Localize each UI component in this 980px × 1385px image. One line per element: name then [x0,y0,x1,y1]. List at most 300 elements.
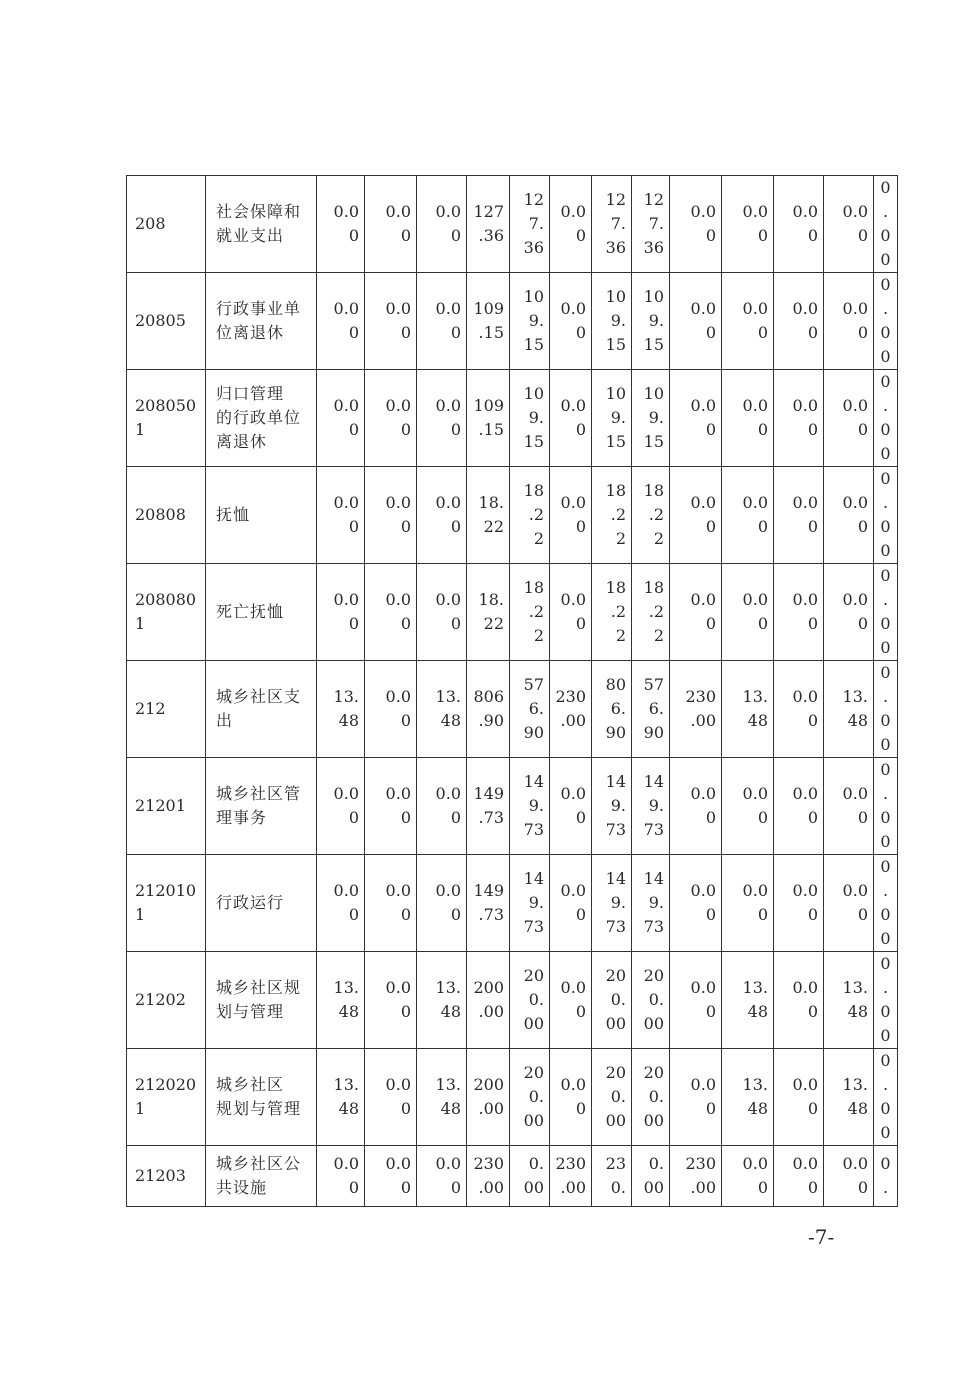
value-cell [774,661,824,758]
cell-value: 149 .73 [473,784,504,827]
cell-value: 0.0 0 [742,396,768,439]
value-cell [722,273,774,370]
cell-value: 10 9. 15 [643,384,664,451]
value-cell [550,952,592,1049]
value-cell [670,467,722,564]
row-code: 208050 1 [135,396,197,439]
row-code: 212020 1 [135,1075,197,1118]
cell-value: 0.0 0 [333,1154,359,1197]
cell-value: 0.0 0 [842,299,868,342]
row-name: 城乡社区公 共设施 [216,1154,302,1197]
cell-value: 0.0 0 [435,493,461,536]
row-name-cell [206,855,317,952]
cell-value: 10 9. 15 [605,287,626,354]
cell-value: 13. 48 [842,1075,868,1118]
cell-value: 0.0 0 [690,1075,716,1118]
cell-value: 0 . 0 0 [880,1051,891,1142]
row-code: 21203 [135,1166,186,1185]
cell-value: 13. 48 [333,978,359,1021]
cell-value: 0.0 0 [792,590,818,633]
cell-value: 0.0 0 [742,881,768,924]
cell-value: 0.0 0 [690,784,716,827]
cell-value: 0 . 0 0 [880,178,891,269]
cell-value: 0.0 0 [435,1154,461,1197]
cell-value: 13. 48 [842,687,868,730]
cell-value: 20 0. 00 [643,1063,664,1130]
table-row [127,176,898,273]
cell-value: 0 . 0 0 [880,275,891,366]
cell-value: 0.0 0 [842,590,868,633]
row-name: 城乡社区规 划与管理 [216,978,302,1021]
value-cell [510,564,550,661]
cell-value: 13. 48 [742,1075,768,1118]
value-cell [417,467,467,564]
cell-value: 57 6. 90 [523,675,544,742]
value-cell [417,1146,467,1207]
value-cell [874,467,898,564]
value-cell [670,564,722,661]
value-cell [467,564,510,661]
cell-value: 20 0. 00 [605,966,626,1033]
value-cell [632,952,670,1049]
value-cell [722,467,774,564]
cell-value: 0.0 0 [333,493,359,536]
cell-value: 0.0 0 [742,784,768,827]
value-cell [774,1146,824,1207]
cell-value: 18. 22 [478,590,504,633]
value-cell [467,1049,510,1146]
cell-value: 14 9. 73 [605,772,626,839]
cell-value: 0.0 0 [842,881,868,924]
value-cell [317,370,365,467]
value-cell [722,564,774,661]
value-cell [317,855,365,952]
value-cell [510,758,550,855]
cell-value: 14 9. 73 [523,772,544,839]
value-cell [632,855,670,952]
row-code: 21201 [135,796,186,815]
cell-value: 0.0 0 [333,299,359,342]
table-row [127,855,898,952]
cell-value: 20 0. 00 [643,966,664,1033]
cell-value: 10 9. 15 [643,287,664,354]
cell-value: 0 . 0 0 [880,372,891,463]
table-body [127,176,898,1207]
value-cell [317,1049,365,1146]
value-cell [722,176,774,273]
value-cell [510,952,550,1049]
cell-value: 0.0 0 [560,299,586,342]
cell-value: 0.0 0 [742,202,768,245]
cell-value: 0.0 0 [842,396,868,439]
cell-value: 0.0 0 [792,881,818,924]
value-cell [824,855,874,952]
value-cell [467,370,510,467]
cell-value: 0.0 0 [333,590,359,633]
cell-value: 20 0. 00 [523,1063,544,1130]
value-cell [592,661,632,758]
value-cell [722,1049,774,1146]
value-cell [417,370,467,467]
value-cell [365,952,417,1049]
cell-value: 18 .2 2 [643,481,664,548]
cell-value: 18 .2 2 [643,578,664,645]
value-cell [365,661,417,758]
cell-value: 0.0 0 [333,202,359,245]
value-cell [824,661,874,758]
value-cell [824,564,874,661]
cell-value: 0.0 0 [385,1154,411,1197]
value-cell [467,467,510,564]
cell-value: 12 7. 36 [523,190,544,257]
cell-value: 10 9. 15 [523,384,544,451]
value-cell [874,1146,898,1207]
value-cell [824,273,874,370]
value-cell [365,1049,417,1146]
value-cell [467,952,510,1049]
value-cell [670,1049,722,1146]
value-cell [550,1146,592,1207]
row-name-cell [206,564,317,661]
cell-value: 0.0 0 [842,493,868,536]
cell-value: 200 .00 [473,978,504,1021]
value-cell [317,273,365,370]
value-cell [365,1146,417,1207]
value-cell [365,758,417,855]
cell-value: 0.0 0 [560,784,586,827]
value-cell [824,176,874,273]
value-cell [722,952,774,1049]
value-cell [550,564,592,661]
value-cell [317,564,365,661]
value-cell [510,661,550,758]
cell-value: 13. 48 [435,1075,461,1118]
table-row [127,1146,898,1207]
cell-value: 0.0 0 [385,396,411,439]
value-cell [510,370,550,467]
value-cell [632,758,670,855]
value-cell [317,661,365,758]
cell-value: 0.0 0 [385,202,411,245]
cell-value: 13. 48 [333,1075,359,1118]
cell-value: 230 .00 [473,1154,504,1197]
cell-value: 12 7. 36 [643,190,664,257]
value-cell [592,952,632,1049]
cell-value: 0.0 0 [560,202,586,245]
row-code-cell [127,1146,206,1207]
value-cell [722,661,774,758]
value-cell [874,952,898,1049]
value-cell [874,176,898,273]
cell-value: 0.0 0 [385,299,411,342]
row-name-cell [206,273,317,370]
cell-value: 57 6. 90 [643,675,664,742]
value-cell [592,273,632,370]
value-cell [874,758,898,855]
row-code-cell [127,855,206,952]
cell-value: 0.0 0 [690,202,716,245]
cell-value: 10 9. 15 [605,384,626,451]
row-name-cell [206,952,317,1049]
cell-value: 14 9. 73 [523,869,544,936]
table-row [127,564,898,661]
row-code: 21202 [135,990,186,1009]
value-cell [824,1049,874,1146]
value-cell [550,176,592,273]
value-cell [550,370,592,467]
row-name-cell [206,1049,317,1146]
value-cell [874,1049,898,1146]
cell-value: 13. 48 [842,978,868,1021]
value-cell [510,467,550,564]
value-cell [670,176,722,273]
row-name-cell [206,661,317,758]
value-cell [467,273,510,370]
cell-value: 0.0 0 [792,493,818,536]
cell-value: 0 . 0 0 [880,663,891,754]
value-cell [824,467,874,564]
value-cell [467,1146,510,1207]
cell-value: 0.0 0 [435,590,461,633]
value-cell [722,370,774,467]
value-cell [550,273,592,370]
cell-value: 0.0 0 [690,299,716,342]
cell-value: 80 6. 90 [605,675,626,742]
cell-value: 109 .15 [473,396,504,439]
value-cell [670,758,722,855]
value-cell [510,855,550,952]
table-row [127,661,898,758]
value-cell [774,467,824,564]
cell-value: 149 .73 [473,881,504,924]
cell-value: 14 9. 73 [643,869,664,936]
cell-value: 0.0 0 [792,978,818,1021]
cell-value: 0.0 0 [333,881,359,924]
row-code-cell [127,370,206,467]
cell-value: 0.0 0 [742,493,768,536]
value-cell [510,273,550,370]
value-cell [510,176,550,273]
value-cell [592,1146,632,1207]
cell-value: 0.0 0 [690,396,716,439]
value-cell [317,467,365,564]
cell-value: 127 .36 [473,202,504,245]
value-cell [592,467,632,564]
cell-value: 0.0 0 [842,784,868,827]
value-cell [874,370,898,467]
value-cell [722,758,774,855]
cell-value: 0.0 0 [742,299,768,342]
value-cell [774,758,824,855]
value-cell [774,176,824,273]
cell-value: 0.0 0 [792,1154,818,1197]
value-cell [592,564,632,661]
value-cell [632,1049,670,1146]
cell-value: 0.0 0 [435,299,461,342]
table-row [127,273,898,370]
cell-value: 18 .2 2 [523,578,544,645]
row-code: 208 [135,214,166,233]
cell-value: 18 .2 2 [605,481,626,548]
cell-value: 0.0 0 [385,687,411,730]
cell-value: 13. 48 [435,978,461,1021]
page-number: -7- [808,1225,835,1249]
cell-value: 0 . [880,1154,891,1197]
cell-value: 0.0 0 [560,881,586,924]
cell-value: 0.0 0 [385,978,411,1021]
cell-value: 0. 00 [643,1154,664,1197]
cell-value: 0.0 0 [435,784,461,827]
cell-value: 0.0 0 [385,881,411,924]
row-code-cell [127,1049,206,1146]
row-name-cell [206,758,317,855]
value-cell [317,952,365,1049]
cell-value: 0.0 0 [385,1075,411,1118]
cell-value: 0.0 0 [333,784,359,827]
row-name: 社会保障和 就业支出 [216,202,302,245]
cell-value: 0.0 0 [435,202,461,245]
value-cell [632,370,670,467]
cell-value: 0 . 0 0 [880,760,891,851]
value-cell [632,1146,670,1207]
cell-value: 0.0 0 [385,590,411,633]
value-cell [774,273,824,370]
table-row [127,952,898,1049]
value-cell [824,758,874,855]
cell-value: 806 .90 [473,687,504,730]
value-cell [467,758,510,855]
cell-value: 200 .00 [473,1075,504,1118]
value-cell [592,176,632,273]
cell-value: 12 7. 36 [605,190,626,257]
value-cell [550,1049,592,1146]
row-code-cell [127,273,206,370]
cell-value: 13. 48 [742,687,768,730]
row-name: 城乡社区支 出 [216,687,302,730]
value-cell [874,855,898,952]
cell-value: 0.0 0 [560,590,586,633]
cell-value: 0.0 0 [792,687,818,730]
cell-value: 18. 22 [478,493,504,536]
cell-value: 13. 48 [742,978,768,1021]
value-cell [417,758,467,855]
table-row [127,758,898,855]
value-cell [467,855,510,952]
cell-value: 23 0. [605,1154,626,1197]
row-code-cell [127,952,206,1049]
value-cell [417,661,467,758]
value-cell [550,855,592,952]
value-cell [670,273,722,370]
value-cell [592,855,632,952]
cell-value: 14 9. 73 [605,869,626,936]
row-name: 城乡社区管 理事务 [216,784,302,827]
row-code-cell [127,467,206,564]
value-cell [632,176,670,273]
cell-value: 20 0. 00 [523,966,544,1033]
table-row [127,370,898,467]
row-code: 20805 [135,311,186,330]
value-cell [417,273,467,370]
value-cell [722,1146,774,1207]
value-cell [317,1146,365,1207]
value-cell [774,564,824,661]
value-cell [824,370,874,467]
value-cell [550,661,592,758]
cell-value: 230 .00 [555,687,586,730]
cell-value: 0.0 0 [560,493,586,536]
row-code: 208080 1 [135,590,197,633]
value-cell [874,661,898,758]
cell-value: 0.0 0 [842,1154,868,1197]
cell-value: 0.0 0 [842,202,868,245]
value-cell [550,467,592,564]
cell-value: 0.0 0 [435,396,461,439]
cell-value: 0.0 0 [560,978,586,1021]
value-cell [592,1049,632,1146]
cell-value: 0.0 0 [560,396,586,439]
value-cell [774,1049,824,1146]
value-cell [670,661,722,758]
value-cell [510,1049,550,1146]
row-name: 城乡社区 规划与管理 [216,1075,302,1118]
cell-value: 0.0 0 [792,202,818,245]
cell-value: 0 . 0 0 [880,566,891,657]
cell-value: 0.0 0 [742,1154,768,1197]
cell-value: 0.0 0 [435,881,461,924]
cell-value: 0.0 0 [792,1075,818,1118]
cell-value: 230 .00 [685,1154,716,1197]
row-code: 212010 1 [135,881,197,924]
value-cell [365,273,417,370]
cell-value: 0.0 0 [792,784,818,827]
value-cell [670,1146,722,1207]
cell-value: 0.0 0 [560,1075,586,1118]
value-cell [417,855,467,952]
cell-value: 0 . 0 0 [880,954,891,1045]
value-cell [874,564,898,661]
row-name: 行政运行 [216,893,285,912]
cell-value: 0 . 0 0 [880,469,891,560]
cell-value: 109 .15 [473,299,504,342]
value-cell [417,564,467,661]
value-cell [722,855,774,952]
cell-value: 20 0. 00 [605,1063,626,1130]
value-cell [417,952,467,1049]
value-cell [417,1049,467,1146]
cell-value: 0.0 0 [690,590,716,633]
value-cell [632,661,670,758]
row-name: 抚恤 [216,505,251,524]
value-cell [632,273,670,370]
table-row [127,467,898,564]
row-code-cell [127,176,206,273]
value-cell [417,176,467,273]
row-code: 20808 [135,505,186,524]
value-cell [365,370,417,467]
value-cell [824,1146,874,1207]
value-cell [632,467,670,564]
cell-value: 0 . 0 0 [880,857,891,948]
value-cell [510,1146,550,1207]
row-name-cell [206,1146,317,1207]
value-cell [824,952,874,1049]
value-cell [592,758,632,855]
value-cell [317,176,365,273]
value-cell [365,564,417,661]
cell-value: 0.0 0 [385,784,411,827]
row-code-cell [127,564,206,661]
